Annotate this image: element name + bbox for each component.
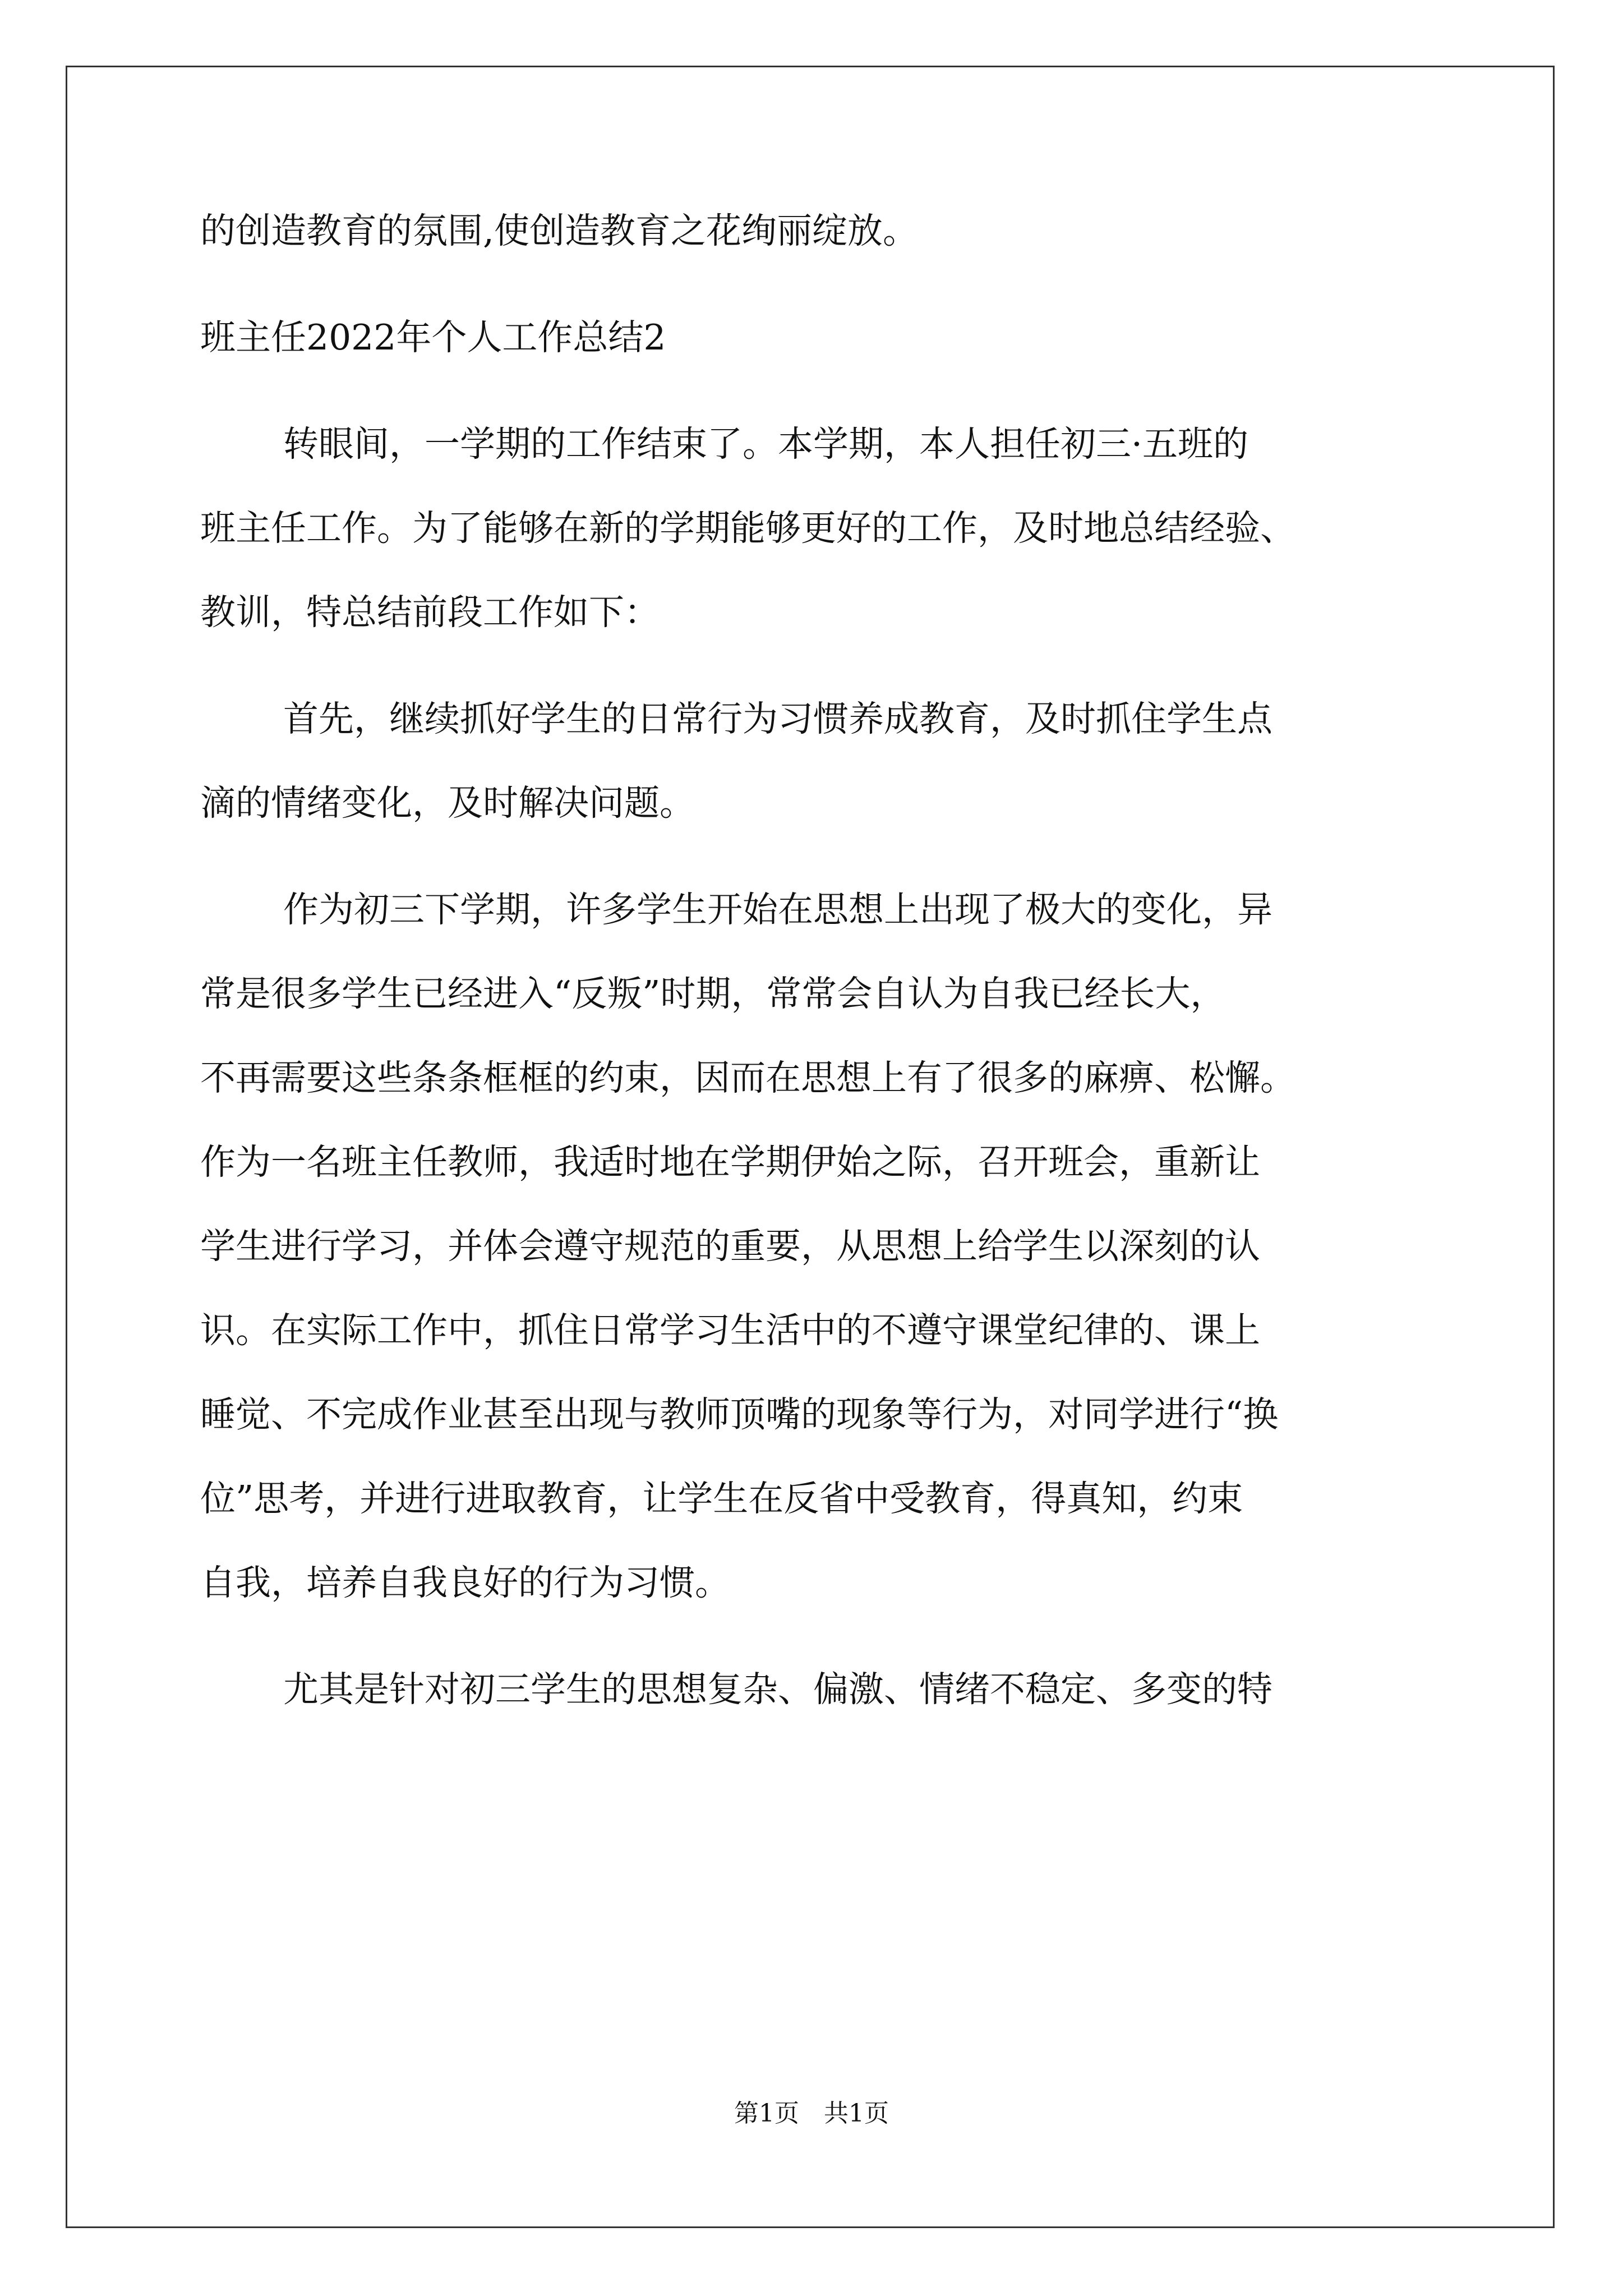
body-text-line: 教训，特总结前段工作如下： xyxy=(200,592,660,633)
body-text-line: 不再需要这些条条框框的约束，因而在思想上有了很多的麻痹、松懈。 xyxy=(200,1057,1295,1098)
body-text-line: 的创造教育的氛围,使创造教育之花绚丽绽放。 xyxy=(200,210,919,251)
paragraph-first-line: 作为初三下学期，许多学生开始在思想上出现了极大的变化，异 xyxy=(283,889,1272,930)
body-text-line: 位”思考，并进行进取教育，让学生在反省中受教育，得真知，约束 xyxy=(200,1478,1243,1519)
body-text-line: 睡觉、不完成作业甚至出现与教师顶嘴的现象等行为，对同学进行“换 xyxy=(200,1394,1279,1435)
body-text-line: 作为一名班主任教师，我适时地在学期伊始之际，召开班会，重新让 xyxy=(200,1142,1260,1182)
paragraph-first-line: 尤其是针对初三学生的思想复杂、偏激、情绪不稳定、多变的特 xyxy=(283,1669,1272,1710)
body-text-line: 班主任工作。为了能够在新的学期能够更好的工作，及时地总结经验、 xyxy=(200,508,1295,549)
body-text-line: 自我，培养自我良好的行为习惯。 xyxy=(200,1562,730,1603)
section-heading: 班主任2022年个人工作总结2 xyxy=(200,317,666,358)
body-text-line: 学生进行学习，并体会遵守规范的重要，从思想上给学生以深刻的认 xyxy=(200,1226,1260,1267)
paragraph-first-line: 转眼间，一学期的工作结束了。本学期，本人担任初三·五班的 xyxy=(283,424,1249,464)
body-text-line: 识。在实际工作中，抓住日常学习生活中的不遵守课堂纪律的、课上 xyxy=(200,1310,1260,1351)
body-text-line: 常是很多学生已经进入“反叛”时期，常常会自认为自我已经长大， xyxy=(200,973,1226,1014)
paragraph-first-line: 首先，继续抓好学生的日常行为习惯养成教育，及时抓住学生点 xyxy=(283,698,1272,739)
body-text-line: 滴的情绪变化，及时解决问题。 xyxy=(200,783,695,823)
page-footer: 第1页 共1页 xyxy=(734,2099,889,2128)
